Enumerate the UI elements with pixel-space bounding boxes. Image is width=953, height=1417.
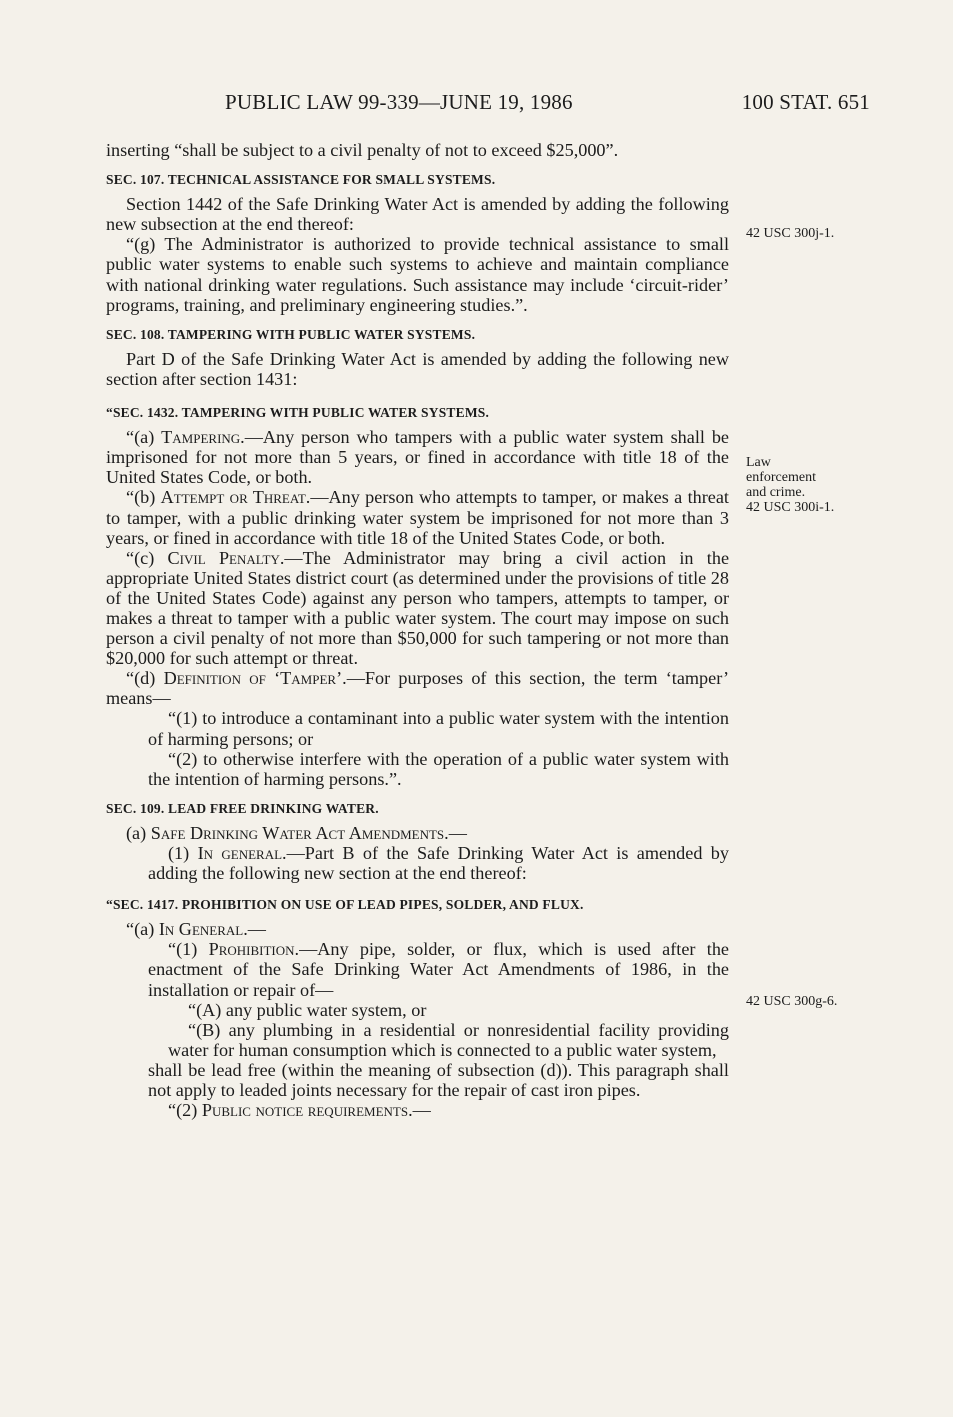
margin-note-line: Law [746, 455, 771, 470]
section-heading: “SEC. 1417. PROHIBITION ON USE OF LEAD PIPES, SOLDER, AND FLUX. [106, 897, 584, 913]
section-heading: SEC. 107. TECHNICAL ASSISTANCE FOR SMALL SYSTEMS. [106, 172, 496, 188]
subsection-a [106, 427, 729, 487]
subsection-text: — [247, 919, 266, 940]
clause-A: “(A) any public water system, or [188, 999, 427, 1020]
margin-note-line: 42 USC 300i-1. [746, 500, 835, 515]
header-stat-page: 100 STAT. 651 [741, 90, 870, 114]
subsection-heading: In General. [158, 919, 248, 940]
page-header [225, 90, 870, 115]
subsection-d [106, 668, 729, 708]
paragraph-109a1 [106, 843, 729, 883]
subsection-text: —The Administrator may bring a civil action in the appropriate United States district court (as determined under the provisions of title 28 of the United States Code) against any person who tampers, attempts to tamper, or makes a threat to tamper with a public water system. The court may impose on such person a civil penalty of not more than $50,000 for such tampering or not more than $20,000 for such attempt or threat. [106, 547, 730, 669]
paragraph-heading: In general. [197, 843, 287, 863]
paragraph: “(g) The Administrator is authorized to provide technical assistance to small public water systems to enable such systems to achieve and maintain compliance with national drinking water regulations. Such assistance may include ‘circuit-rider’ programs, training, and preliminary engineering studies.”. [106, 234, 729, 315]
subsection-lead: “(a) [126, 919, 159, 940]
subsection-text: — [448, 822, 467, 843]
margin-note-law-enforcement [746, 455, 936, 515]
margin-note-line: and crime. [746, 485, 806, 500]
subsection-text: —Any person who attempts to tamper, or makes a threat to tamper, with a public drinking water system be imprisoned for not more than 3 years, or fined in accordance with title 18 of the United States Code, or both. [106, 487, 729, 548]
paragraph-1417a2 [106, 1100, 729, 1120]
subsection-text: —Any person who tampers with a public water system shall be imprisoned for not more than 5 years, or fined in accordance with title 18 of the United States Code, or both. [106, 427, 729, 488]
subsection-1417a [106, 919, 729, 939]
subsection-heading: Tampering. [161, 427, 245, 448]
margin-note-usc: 42 USC 300g-6. [746, 994, 838, 1009]
clause-B: “(B) any plumbing in a residential or nonresidential facility providing water for human consumption which is connected to a public water system, [168, 1019, 729, 1060]
paragraph-heading: Public notice requirements. [201, 1100, 413, 1121]
subsection-lead: (a) [126, 822, 151, 843]
subsection-heading: Civil Penalty. [167, 547, 285, 568]
subsection-lead: “(d) [126, 668, 164, 689]
paragraph-d1: “(1) to introduce a contaminant into a public water system with the intention of harming persons; or [148, 708, 729, 749]
subsection-lead: “(a) [126, 427, 162, 448]
subsection-heading: Attempt or Threat. [160, 487, 311, 508]
subsection-lead: “(c) [126, 547, 168, 568]
section-heading: SEC. 108. TAMPERING WITH PUBLIC WATER SYSTEMS. [106, 326, 476, 342]
paragraph-lead: (1) [168, 843, 198, 863]
paragraph: inserting “shall be subject to a civil penalty of not to exceed $25,000”. [106, 140, 619, 160]
paragraph-heading: Prohibition. [208, 939, 300, 960]
paragraph-lead: “(1) [168, 939, 209, 960]
subsection-b [106, 487, 729, 547]
subsection-text: —For purposes of this section, the term ‘tamper’ means— [106, 668, 730, 709]
paragraph-d2: “(2) to otherwise interfere with the operation of a public water system with the intention of harming persons.”. [148, 748, 729, 789]
margin-note-usc: 42 USC 300j-1. [746, 226, 835, 241]
margin-note-line: enforcement [746, 470, 816, 485]
paragraph-1417a1 [106, 939, 729, 999]
paragraph: Part D of the Safe Drinking Water Act is amended by adding the following new section after section 1431: [106, 348, 729, 389]
paragraph-lead: “(2) [168, 1100, 202, 1121]
paragraph: Section 1442 of the Safe Drinking Water Act is amended by adding the following new subsection at the end thereof: [106, 194, 729, 235]
section-heading: “SEC. 1432. TAMPERING WITH PUBLIC WATER SYSTEMS. [106, 405, 490, 421]
subsection-c [106, 548, 729, 669]
subsection-lead: “(b) [126, 487, 161, 508]
subsection-109a [106, 823, 729, 843]
section-heading: SEC. 109. LEAD FREE DRINKING WATER. [106, 800, 379, 816]
subsection-heading: Safe Drinking Water Act Amendments. [150, 822, 449, 843]
paragraph-text: —Any pipe, solder, or flux, which is used after the enactment of the Safe Drinking Water Act Amendments of 1986, in the installation or repair of— [148, 939, 729, 1000]
paragraph-text: — [412, 1100, 431, 1121]
paragraph-text: —Part B of the Safe Drinking Water Act is amended by adding the following new section at the end thereof: [148, 843, 729, 884]
header-title: PUBLIC LAW 99-339—JUNE 19, 1986 [225, 90, 573, 114]
main-text-column [106, 140, 729, 1120]
paragraph-continuation: shall be lead free (within the meaning of subsection (d)). This paragraph shall not apply to leaded joints necessary for the repair of cast iron pipes. [148, 1059, 729, 1101]
subsection-heading: Definition of ‘Tamper’. [163, 668, 347, 689]
